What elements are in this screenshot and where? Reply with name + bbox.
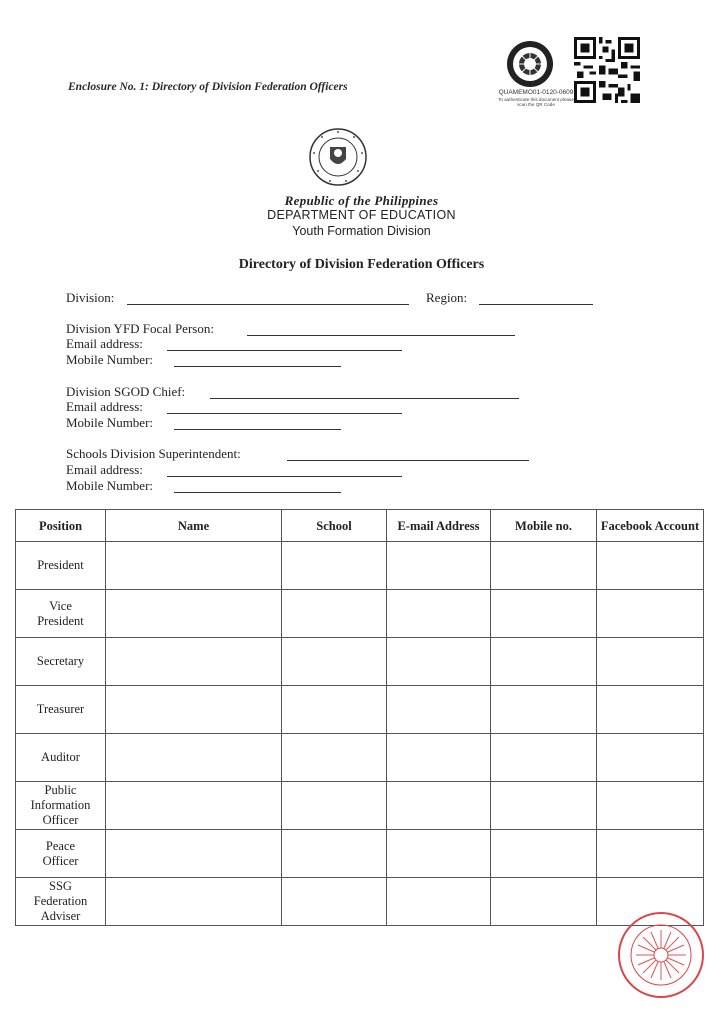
region-label: Region: [426,290,468,305]
facebook-cell[interactable] [597,638,704,686]
yfd-email-label: Email address: [66,336,143,351]
mobile-cell[interactable] [491,686,597,734]
enclosure-label: Enclosure No. 1: Directory of Division Federation Officers [68,81,348,93]
name-cell[interactable] [106,638,282,686]
position-cell: Secretary [16,638,106,686]
table-header-row [16,510,704,542]
email-cell[interactable] [387,734,491,782]
header-mobile: Mobile no. [491,510,597,542]
table-row [16,638,704,686]
table-row [16,686,704,734]
table-row [16,830,704,878]
region-line[interactable] [479,304,593,305]
header-email: E-mail Address [387,510,491,542]
school-cell[interactable] [282,542,387,590]
sds-mobile-label: Mobile Number: [66,478,154,493]
sds-label: Schools Division Superintendent: [66,446,241,461]
officers-table [15,509,704,926]
position-cell: Vice President [16,590,106,638]
sgod-chief-line[interactable] [210,398,519,399]
school-cell[interactable] [282,590,387,638]
yfd-mobile-label: Mobile Number: [66,352,154,367]
name-cell[interactable] [106,542,282,590]
sds-email-label: Email address: [66,462,143,477]
table-row [16,878,704,926]
position-cell: President [16,542,106,590]
authentication-note: To authenticate this document please scan the QR Code [498,97,574,107]
republic-heading: Republic of the Philippines [284,193,439,208]
sgod-email-line[interactable] [167,413,402,414]
name-cell[interactable] [106,782,282,830]
facebook-cell[interactable] [597,830,704,878]
yfd-mobile-line[interactable] [174,366,341,367]
mobile-cell[interactable] [491,638,597,686]
mobile-cell[interactable] [491,590,597,638]
facebook-cell[interactable] [597,782,704,830]
school-cell[interactable] [282,830,387,878]
department-heading: DEPARTMENT OF EDUCATION [267,208,456,222]
email-cell[interactable] [387,830,491,878]
official-stamp-icon [616,910,706,1000]
table-row [16,782,704,830]
position-cell: Auditor [16,734,106,782]
name-cell[interactable] [106,734,282,782]
facebook-cell[interactable] [597,542,704,590]
table-row [16,734,704,782]
email-cell[interactable] [387,638,491,686]
sds-mobile-line[interactable] [174,492,341,493]
header-name: Name [106,510,282,542]
mobile-cell[interactable] [491,830,597,878]
name-cell[interactable] [106,590,282,638]
name-cell[interactable] [106,878,282,926]
sds-email-line[interactable] [167,476,402,477]
sgod-chief-label: Division SGOD Chief: [66,384,186,399]
yfd-focal-line[interactable] [247,335,515,336]
facebook-cell[interactable] [597,734,704,782]
position-cell: Peace Officer [16,830,106,878]
school-cell[interactable] [282,686,387,734]
school-cell[interactable] [282,782,387,830]
mobile-cell[interactable] [491,542,597,590]
sgod-mobile-label: Mobile Number: [66,415,154,430]
email-cell[interactable] [387,590,491,638]
authentication-code: QUAMEMO01-0120-0609 [498,89,574,96]
deped-seal-icon [308,127,368,187]
email-cell[interactable] [387,542,491,590]
facebook-cell[interactable] [597,590,704,638]
school-cell[interactable] [282,878,387,926]
header-position: Position [16,510,106,542]
sgod-email-label: Email address: [66,399,143,414]
yfd-focal-label: Division YFD Focal Person: [66,321,214,336]
sds-line[interactable] [287,460,529,461]
header-facebook: Facebook Account [597,510,704,542]
school-cell[interactable] [282,638,387,686]
email-cell[interactable] [387,878,491,926]
sgod-mobile-line[interactable] [174,429,341,430]
qr-code-icon[interactable] [574,37,640,103]
mobile-cell[interactable] [491,734,597,782]
document-title: Directory of Division Federation Officers [238,257,485,272]
mobile-cell[interactable] [491,782,597,830]
email-cell[interactable] [387,782,491,830]
email-cell[interactable] [387,686,491,734]
position-cell: Treasurer [16,686,106,734]
table-row [16,590,704,638]
mobile-cell[interactable] [491,878,597,926]
facebook-cell[interactable] [597,686,704,734]
division-label: Division: [66,290,115,305]
school-cell[interactable] [282,734,387,782]
position-cell: Public Information Officer [16,782,106,830]
table-row [16,542,704,590]
authentication-seal-icon [506,40,554,88]
name-cell[interactable] [106,830,282,878]
position-cell: SSG Federation Adviser [16,878,106,926]
name-cell[interactable] [106,686,282,734]
division-heading: Youth Formation Division [292,224,431,238]
yfd-email-line[interactable] [167,350,402,351]
division-line[interactable] [127,304,409,305]
header-school: School [282,510,387,542]
